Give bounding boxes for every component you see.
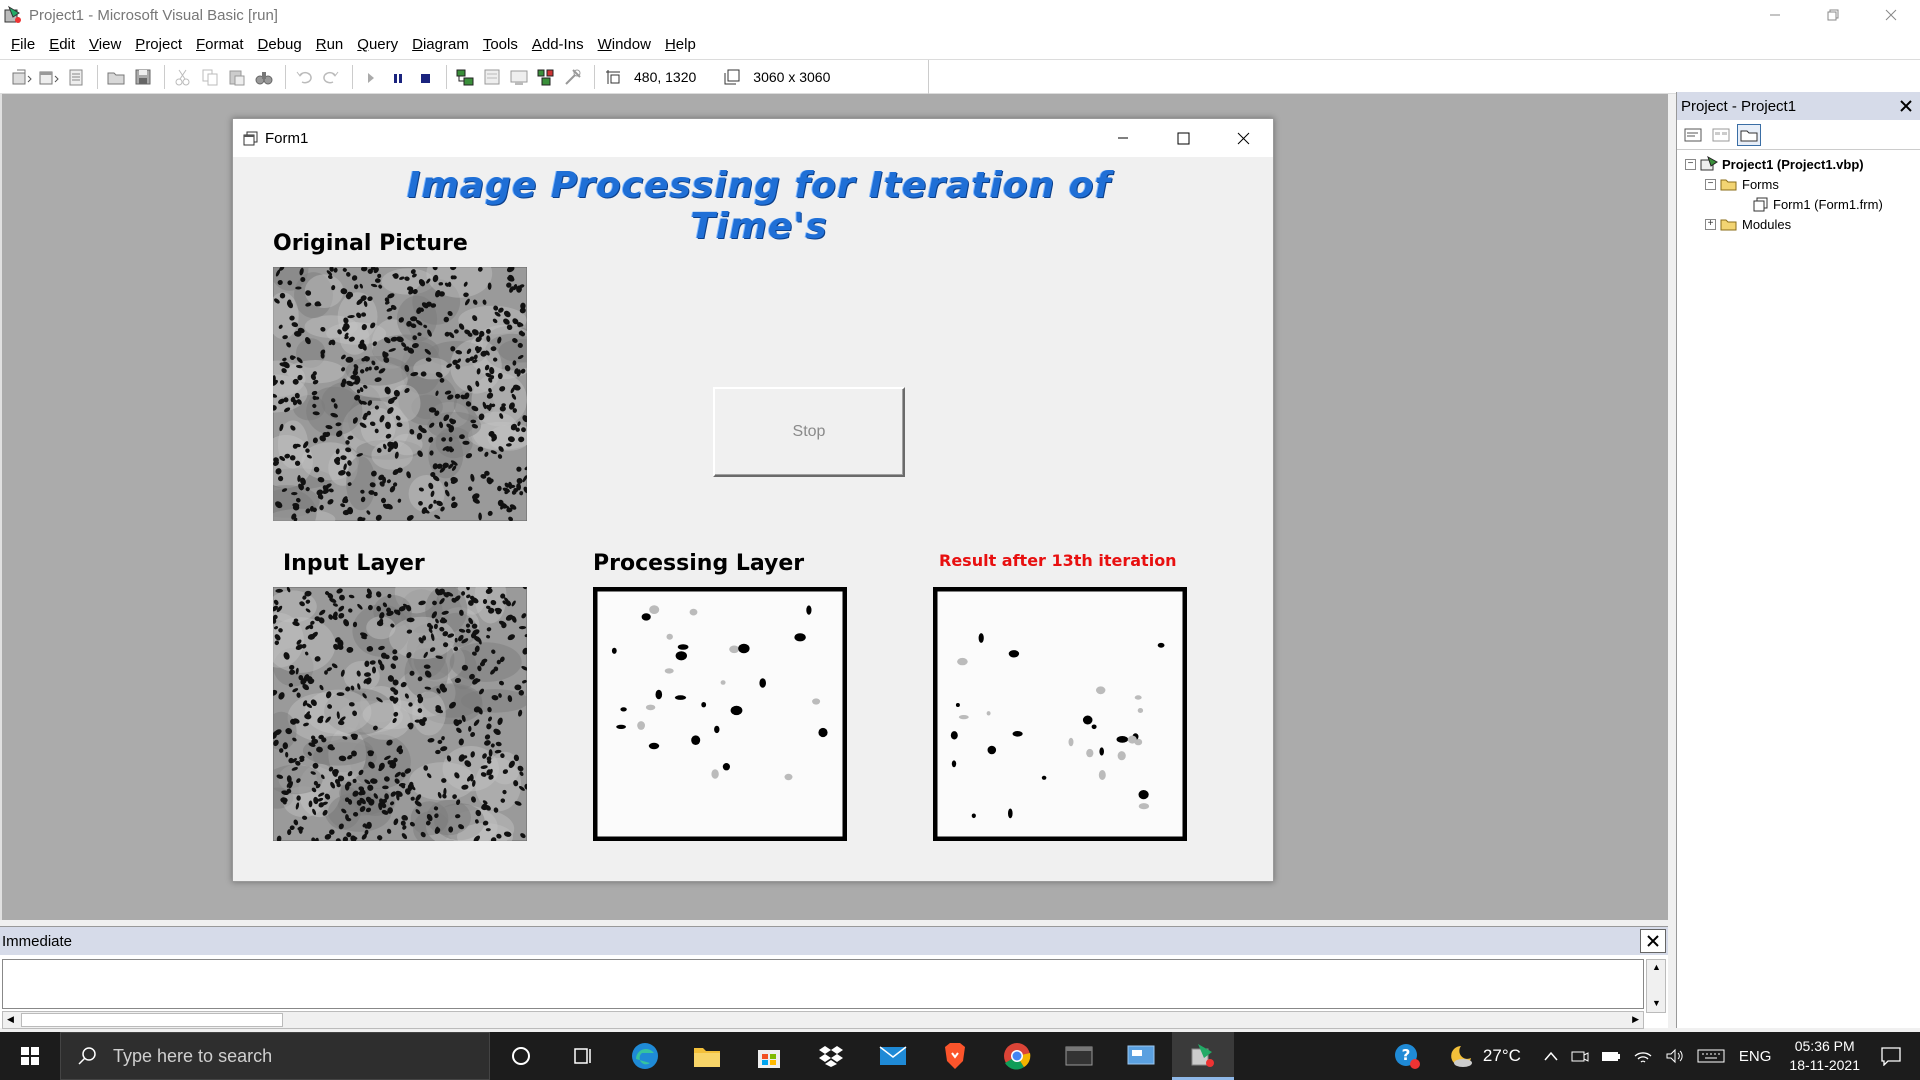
close-button[interactable] (1862, 0, 1920, 30)
taskbar-clock[interactable] (1789, 1037, 1860, 1075)
original-picture (273, 267, 527, 521)
toolbar-separator (285, 65, 286, 89)
project-explorer (1676, 92, 1920, 1028)
original-picture-label: Original Picture (273, 231, 468, 256)
brave-app[interactable] (924, 1032, 986, 1080)
tree-item-modules[interactable] (1677, 214, 1920, 234)
open-folder-icon (106, 67, 126, 87)
project-explorer-icon (454, 67, 476, 87)
toolbox-button[interactable] (561, 65, 585, 89)
menu-debug[interactable]: Debug (257, 36, 302, 53)
action-center-button[interactable] (1880, 1046, 1902, 1066)
keyboard-icon (1697, 1048, 1725, 1064)
redo-icon (321, 67, 341, 87)
menu-add-ins[interactable]: Add-Ins (531, 36, 584, 53)
close-icon (1899, 99, 1913, 113)
maximize-icon (1177, 132, 1190, 145)
restore-icon (1827, 9, 1839, 21)
minimize-button[interactable] (1746, 0, 1804, 30)
weather-tray[interactable] (1447, 1043, 1521, 1069)
collapse-icon[interactable]: − (1705, 179, 1716, 190)
add-form-button[interactable] (37, 65, 61, 89)
result-label: Result after 13th iteration (939, 551, 1177, 570)
terminal-app[interactable] (1048, 1032, 1110, 1080)
menu-window[interactable]: Window (597, 36, 651, 53)
menu-format[interactable]: Format (196, 36, 244, 53)
minimize-icon (1769, 9, 1781, 21)
task-view-icon (572, 1045, 594, 1067)
menu-project[interactable]: Project (135, 36, 182, 53)
scroll-left-icon[interactable]: ◀ (7, 1014, 14, 1024)
toolbar-separator (97, 65, 98, 89)
undo-button[interactable] (292, 65, 316, 89)
processing-layer-image (593, 587, 847, 841)
form1-title-bar[interactable] (233, 119, 1273, 157)
size-icon-wrap (720, 65, 744, 89)
view-object-button[interactable] (1709, 124, 1733, 146)
open-folder-icon (1720, 177, 1738, 191)
system-tray (1387, 1032, 1920, 1080)
taskbar-search-box[interactable] (60, 1032, 490, 1080)
break-button[interactable] (386, 65, 410, 89)
form-icon (243, 130, 259, 146)
task-view-button[interactable] (552, 1032, 614, 1080)
terminal-icon (1064, 1044, 1094, 1068)
svg-text:?: ? (1401, 1046, 1411, 1064)
undo-icon (294, 67, 314, 87)
input-layer-picture (273, 587, 527, 841)
form1-client-area (233, 157, 1273, 881)
toggle-folders-button[interactable] (1737, 124, 1761, 146)
menu-run[interactable]: Run (315, 36, 344, 53)
form-layout-button[interactable] (507, 65, 531, 89)
pause-icon (388, 67, 408, 87)
project-explorer-button[interactable] (453, 65, 477, 89)
search-placeholder: Type here to search (113, 1045, 273, 1066)
immediate-input-area[interactable] (2, 959, 1644, 1009)
file-explorer-icon (692, 1043, 722, 1069)
horizontal-scroll-thumb[interactable] (21, 1013, 283, 1027)
scroll-down-icon[interactable]: ▼ (1652, 998, 1661, 1008)
size-icon (722, 67, 742, 87)
form-minimize-button[interactable] (1093, 119, 1153, 157)
windows-logo-icon (20, 1046, 40, 1066)
size-readout: 3060 x 3060 (753, 68, 831, 85)
edge-icon (630, 1041, 660, 1071)
play-icon (361, 67, 381, 87)
immediate-horizontal-scrollbar[interactable] (2, 1011, 1644, 1029)
mail-app[interactable] (862, 1032, 924, 1080)
clock-time: 05:36 PM (1794, 1038, 1855, 1054)
volume-tray[interactable] (1665, 1048, 1685, 1064)
help-tray-button[interactable] (1393, 1042, 1421, 1070)
stop-icon (415, 67, 435, 87)
minimize-icon (1117, 132, 1129, 144)
toolbar-end-separator (928, 60, 929, 95)
redo-button[interactable] (319, 65, 343, 89)
restore-button[interactable] (1804, 0, 1862, 30)
save-project-button[interactable] (131, 65, 155, 89)
form1-window[interactable] (232, 118, 1274, 882)
form-close-button[interactable] (1213, 119, 1273, 157)
project-explorer-header (1677, 92, 1920, 120)
wifi-icon (1633, 1048, 1653, 1064)
immediate-title: Immediate (2, 932, 73, 950)
menu-bar (0, 30, 1920, 59)
result-picture (933, 587, 1187, 841)
close-icon (1237, 132, 1250, 145)
result-image (933, 587, 1187, 841)
chevron-up-icon (1543, 1050, 1559, 1062)
copy-button[interactable] (198, 65, 222, 89)
visual-basic-icon (1188, 1041, 1218, 1069)
properties-window-button[interactable] (480, 65, 504, 89)
properties-icon (482, 67, 502, 87)
toolbox-icon (563, 67, 583, 87)
clock-date: 18-11-2021 (1789, 1057, 1860, 1073)
visual-basic-app[interactable] (1172, 1032, 1234, 1080)
start-button[interactable] (359, 65, 383, 89)
weather-moon-icon (1447, 1043, 1475, 1069)
search-icon (77, 1046, 97, 1066)
add-form-icon (38, 67, 60, 87)
paste-icon (227, 67, 247, 87)
camera-icon (1571, 1048, 1589, 1064)
form-maximize-button[interactable] (1153, 119, 1213, 157)
menu-view[interactable]: View (89, 36, 122, 53)
store-icon (755, 1042, 783, 1070)
dropbox-icon (817, 1043, 845, 1069)
start-button[interactable] (0, 1032, 60, 1080)
brave-icon (941, 1041, 969, 1071)
battery-icon (1601, 1049, 1621, 1063)
standard-toolbar (0, 59, 1920, 94)
folder-icon (1740, 127, 1758, 143)
view-code-icon (1684, 127, 1702, 143)
menu-query[interactable]: Query (357, 36, 399, 53)
add-project-button[interactable] (10, 65, 34, 89)
folder-icon (1720, 217, 1738, 231)
original-picture-image (273, 267, 527, 521)
file-explorer-app[interactable] (676, 1032, 738, 1080)
remote-desktop-icon (1126, 1043, 1156, 1069)
close-icon (1646, 934, 1660, 948)
dropbox-app[interactable] (800, 1032, 862, 1080)
store-app[interactable] (738, 1032, 800, 1080)
notification-icon (1880, 1046, 1902, 1066)
project-tree (1677, 150, 1920, 234)
expand-icon[interactable]: + (1705, 219, 1716, 230)
processing-layer-label: Processing Layer (593, 551, 805, 576)
menu-editor-icon (66, 67, 86, 87)
toolbar-separator (164, 65, 165, 89)
touch-keyboard-tray[interactable] (1697, 1048, 1725, 1064)
tree-item-form1[interactable] (1677, 194, 1920, 214)
scissors-icon (173, 67, 193, 87)
visual-basic-icon (3, 5, 23, 25)
save-icon (133, 67, 153, 87)
end-button[interactable] (413, 65, 437, 89)
menu-help[interactable]: Help (664, 36, 696, 53)
find-button[interactable] (252, 65, 276, 89)
binoculars-icon (254, 67, 274, 87)
input-layer-image (273, 587, 527, 841)
paste-button[interactable] (225, 65, 249, 89)
cortana-icon (510, 1045, 532, 1067)
add-project-icon (11, 67, 33, 87)
chrome-app[interactable] (986, 1032, 1048, 1080)
scroll-right-icon[interactable]: ▶ (1632, 1014, 1639, 1024)
form1-title: Form1 (265, 129, 309, 147)
menu-edit[interactable]: Edit (49, 36, 76, 53)
help-icon (1393, 1042, 1421, 1070)
meet-now-tray[interactable] (1571, 1048, 1589, 1064)
toolbar-separator (446, 65, 447, 89)
cortana-button[interactable] (490, 1032, 552, 1080)
chrome-icon (1002, 1041, 1032, 1071)
battery-tray[interactable] (1601, 1049, 1621, 1063)
collapse-icon[interactable]: − (1685, 159, 1696, 170)
project-icon (1700, 156, 1718, 172)
windows-taskbar (0, 1032, 1920, 1080)
menu-file[interactable]: File (11, 36, 36, 53)
position-icon (603, 67, 623, 87)
speaker-icon (1665, 1048, 1685, 1064)
stop-button[interactable]: Stop (713, 387, 905, 477)
position-readout: 480, 1320 (634, 68, 697, 85)
processing-layer-picture (593, 587, 847, 841)
menu-diagram[interactable]: Diagram (412, 36, 469, 53)
project-explorer-title: Project - Project1 (1681, 97, 1797, 115)
project-explorer-toolbar (1677, 120, 1920, 150)
open-project-button[interactable] (104, 65, 128, 89)
object-browser-icon (535, 67, 557, 87)
close-icon (1885, 9, 1897, 21)
copy-icon (200, 67, 220, 87)
tree-form1-label: Form1 (Form1.frm) (1773, 196, 1883, 212)
immediate-vertical-scrollbar[interactable] (1646, 959, 1666, 1013)
language-indicator[interactable]: ENG (1738, 1047, 1772, 1065)
form-icon (1753, 196, 1769, 212)
edge-app[interactable] (614, 1032, 676, 1080)
form-heading: Image Processing for Iteration of Time's (406, 165, 1112, 247)
view-code-button[interactable] (1681, 124, 1705, 146)
input-layer-label: Input Layer (283, 551, 425, 576)
immediate-close-button[interactable] (1640, 929, 1666, 953)
mail-icon (878, 1044, 908, 1068)
immediate-header (0, 927, 1668, 955)
title-bar (0, 0, 1920, 30)
show-hidden-icons-button[interactable] (1543, 1050, 1559, 1062)
view-object-icon (1712, 127, 1730, 143)
remote-desktop-app[interactable] (1110, 1032, 1172, 1080)
menu-editor-button[interactable] (64, 65, 88, 89)
immediate-window (0, 926, 1668, 1028)
tree-item-project[interactable] (1677, 154, 1920, 174)
position-icon-wrap (601, 65, 625, 89)
tree-forms-label: Forms (1742, 176, 1779, 192)
form-layout-icon (509, 67, 529, 87)
tree-modules-label: Modules (1742, 216, 1792, 232)
project-explorer-close-button[interactable] (1894, 94, 1918, 118)
scroll-up-icon[interactable]: ▲ (1652, 962, 1661, 972)
cut-button[interactable] (171, 65, 195, 89)
toolbar-separator (594, 65, 595, 89)
tree-item-forms[interactable] (1677, 174, 1920, 194)
object-browser-button[interactable] (534, 65, 558, 89)
menu-tools[interactable]: Tools (482, 36, 518, 53)
window-title: Project1 - Microsoft Visual Basic [run] (29, 6, 278, 24)
temperature-readout: 27°C (1482, 1046, 1521, 1065)
toolbar-separator (352, 65, 353, 89)
tree-project-label: Project1 (Project1.vbp) (1722, 156, 1864, 172)
network-tray[interactable] (1633, 1048, 1653, 1064)
